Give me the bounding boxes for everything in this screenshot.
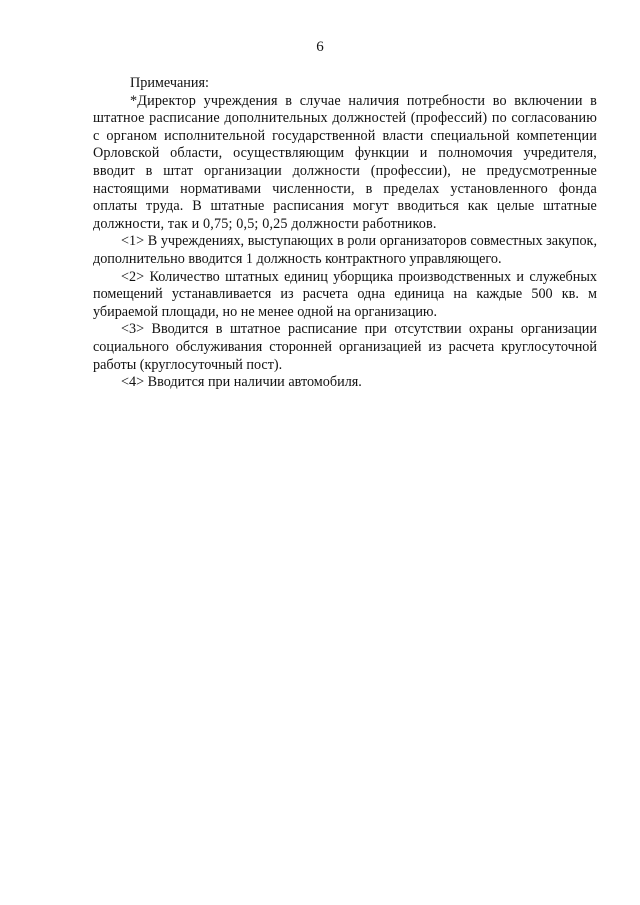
notes-section — [93, 75, 597, 392]
page-number: 6 — [316, 39, 324, 55]
note-2-paragraph: <2> Количество штатных единиц уборщика производственных и служебных помещений устанавливается из расчета одна единица на каждые 500 кв. м убираемой площади, но не менее одной на организацию. — [93, 268, 597, 320]
notes-heading: Примечания: — [130, 75, 209, 91]
note-director-paragraph: *Директор учреждения в случае наличия потребности во включении в штатное расписание дополнительных должностей (профессий) по согласованию с органом исполнительной государственной власти специальной компетенции Орловской области, осуществляющим функции и полномочия учредителя, вводит в штат организации должности (профессии), не предусмотренные настоящими нормативами численности, в пределах установленного фонда оплаты труда. В штатные расписания могут вводиться как целые штатные должности, так и 0,75; 0,5; 0,25 должности работников. — [93, 92, 597, 232]
note-1-paragraph: <1> В учреждениях, выступающих в роли организаторов совместных закупок, дополнительно вводится 1 должность контрактного управляющего. — [93, 233, 597, 267]
note-4-paragraph: <4> Вводится при наличии автомобиля. — [121, 374, 362, 391]
note-3-paragraph: <3> Вводится в штатное расписание при отсутствии охраны организации социального обслуживания сторонней организацией из расчета круглосуточной работы (круглосуточный пост). — [93, 321, 597, 373]
